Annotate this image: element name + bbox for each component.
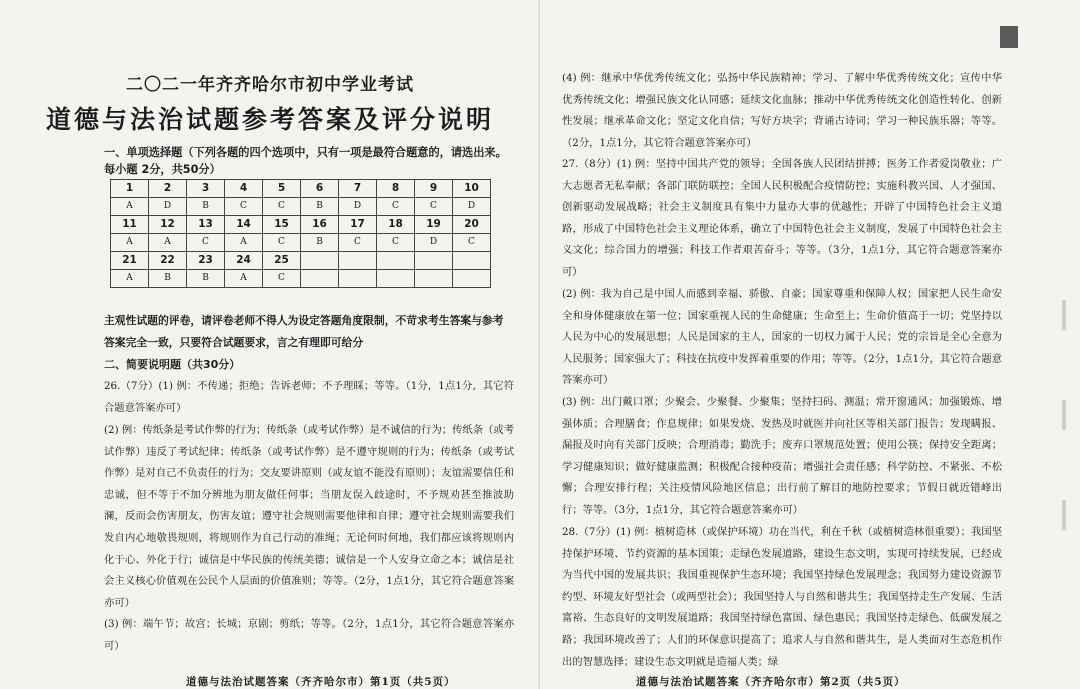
q27-part1: 27.（8分）(1) 例：坚持中国共产党的领导；全国各族人民团结拼搏；医务工作者爱岗敬业；广大志愿者无私奉献；各部门联防联控；全国人民积极配合疫情防控；实施科教兴国、人才强国、创新驱动发展战略；社会主义制度具有集中力量办大事的优越性；开辟了中国特色社会主义道路，形成了中国特色社会主义理论体系，确立了中国特色社会主义制度，发展了中国特色社会主义文化；综合国力的增强；科技工作者艰苦奋斗；等等。（3分，1点1分，其它符合题意答案亦可）: [562, 158, 1002, 278]
table-cell: 2: [149, 180, 187, 198]
table-cell: [301, 252, 339, 270]
q27-part2: (2) 例：我为自己是中国人而感到幸福、骄傲、自豪；国家尊重和保障人权；国家把人民生命安全和身体健康放在第一位；国家重视人民的生命健康；生命至上；生命价值高于一切；党坚持以人民为中心的发展思想；人民是国家的主人，国家的一切权力属于人民；党的宗旨是全心全意为人民服务；国家强大了；科技在抗疫中发挥着重要的作用；等等。（2分，1点1分，其它符合题意答案亦可）: [562, 288, 1002, 387]
q27-part3: (3) 例：出门戴口罩；少聚会、少聚餐、少聚集；坚持扫码、测温；常开窗通风；加强锻炼、增强体质；合理膳食；作息规律；如果发烧、发热及时就医并向社区等相关部门报告；发现瞒报、漏报及时向有关部门反映；合理消毒；勤洗手；废弃口罩规范处置；使用公筷；保持安全距离；学习健康知识；做好健康监测；积极配合接种疫苗；增强社会责任感；科学防控、不紧张、不松懈；合理安排行程；关注疫情风险地区信息；出行前了解目的地防控要求；节假日就近错峰出行；等等。（3分，1点1分，其它符合题意答案亦可）: [562, 396, 1002, 516]
table-cell: 8: [377, 180, 415, 198]
table-cell: D: [339, 198, 377, 216]
table-cell: 22: [149, 252, 187, 270]
table-cell: [339, 270, 377, 288]
q26-part4: (4) 例：继承中华优秀传统文化；弘扬中华民族精神；学习、了解中华优秀传统文化；宣传中华优秀传统文化；增强民族文化认同感；延续文化血脉；推动中华优秀传统文化创造性转化、创新性发展；继承革命文化；坚定文化自信；写好方块字；背诵古诗词；学习一种民族乐器；等等。（2分，1点1分，其它符合题意答案亦可）: [562, 72, 1002, 149]
answer-letter-row: [111, 234, 491, 252]
table-cell: 17: [339, 216, 377, 234]
table-cell: D: [453, 198, 491, 216]
table-cell: C: [187, 234, 225, 252]
answer-letter-row: [111, 198, 491, 216]
table-cell: C: [377, 234, 415, 252]
table-cell: [377, 270, 415, 288]
table-cell: 11: [111, 216, 149, 234]
table-cell: 12: [149, 216, 187, 234]
table-cell: B: [149, 270, 187, 288]
q26-part3: (3) 例：端午节；故宫；长城；京剧；剪纸；等等。（2分，1点1分，其它符合题意答案亦可）: [104, 618, 514, 652]
answer-page-2: [540, 0, 1080, 689]
q28-part1: 28.（7分）(1) 例：植树造林（或保护环境）功在当代，利在千秋（或植树造林很重要）；我国坚持保护环境、节约资源的基本国策；走绿色发展道路，建设生态文明，实现可持续发展，已经成为当代中国的发展共识；我国重视保护生态环境；我国坚持绿色发展理念；我国努力建设资源节约型、环境友好型社会（或两型社会）；我国坚持人与自然和谐共生；我国坚持走生产发展、生活富裕、生态良好的文明发展道路；我国坚持绿色富国、绿色惠民；我国坚持走绿色、低碳发展之路；我国环境改善了；人们的环保意识提高了；追求人与自然和谐共生，是人类面对生态危机作出的智慧选择；建设生态文明就是造福人类；绿: [562, 526, 1002, 668]
table-cell: B: [301, 198, 339, 216]
table-cell: A: [111, 270, 149, 288]
table-cell: A: [225, 270, 263, 288]
table-cell: [415, 252, 453, 270]
table-cell: [301, 270, 339, 288]
table-cell: C: [263, 198, 301, 216]
table-cell: A: [225, 234, 263, 252]
question-number-row: [111, 180, 491, 198]
grading-note: 主观性试题的评卷，请评卷老师不得人为设定答题角度限制，不苛求考生答案与参考答案完全一致，只要符合试题要求，言之有理即可给分: [104, 314, 504, 349]
table-cell: C: [263, 270, 301, 288]
table-cell: [453, 252, 491, 270]
table-cell: D: [415, 234, 453, 252]
answer-letter-row: [111, 270, 491, 288]
table-cell: 7: [339, 180, 377, 198]
table-cell: C: [453, 234, 491, 252]
question-number-row: [111, 252, 491, 270]
table-cell: A: [111, 198, 149, 216]
table-cell: A: [111, 234, 149, 252]
table-cell: 18: [377, 216, 415, 234]
section-1-heading: 一、单项选择题（下列各题的四个选项中，只有一项是最符合题意的，请选出来。每小题 2分，共50分）: [104, 146, 507, 176]
table-cell: B: [187, 270, 225, 288]
section-2-heading: 二、简要说明题（共30分）: [104, 358, 241, 371]
table-cell: C: [377, 198, 415, 216]
table-cell: 19: [415, 216, 453, 234]
table-cell: 3: [187, 180, 225, 198]
table-cell: 9: [415, 180, 453, 198]
table-cell: [415, 270, 453, 288]
table-cell: 23: [187, 252, 225, 270]
table-cell: C: [415, 198, 453, 216]
exam-title: 二〇二一年齐齐哈尔市初中学业考试: [126, 75, 414, 95]
table-cell: B: [187, 198, 225, 216]
table-cell: D: [149, 198, 187, 216]
table-cell: 1: [111, 180, 149, 198]
question-number-row: [111, 216, 491, 234]
table-cell: A: [149, 234, 187, 252]
table-cell: 25: [263, 252, 301, 270]
table-cell: C: [263, 234, 301, 252]
table-cell: B: [301, 234, 339, 252]
table-cell: 6: [301, 180, 339, 198]
table-cell: 14: [225, 216, 263, 234]
table-cell: 10: [453, 180, 491, 198]
table-cell: 24: [225, 252, 263, 270]
table-cell: 16: [301, 216, 339, 234]
page-2-footer: 道德与法治试题答案（齐齐哈尔市）第2页（共5页）: [636, 676, 906, 688]
table-cell: 20: [453, 216, 491, 234]
table-cell: 21: [111, 252, 149, 270]
table-cell: 15: [263, 216, 301, 234]
table-cell: [339, 252, 377, 270]
document-title: 道德与法治试题参考答案及评分说明: [45, 105, 494, 134]
answer-key-table: [110, 179, 491, 288]
page-1-footer: 道德与法治试题答案（齐齐哈尔市）第1页（共5页）: [186, 676, 456, 688]
q26-part2: (2) 例：传纸条是考试作弊的行为；传纸条（或考试作弊）是不诚信的行为；传纸条（或考试作弊）违反了考试纪律；传纸条（或考试作弊）是不遵守规则的行为；传纸条（或考试作弊）是对自己不负责任的行为；交友要讲原则（或友谊不能没有原则）；友谊需要信任和忠诚，但不等于不加分辨地为朋友做任何事；当朋友误入歧途时，不予规劝甚至推波助澜，反而会伤害朋友，伤害友谊；遵守社会规则需要他律和自律；遵守社会规则需要我们发自内心地敬畏规则，将规则作为自己行动的准绳；无论何时何地，我们都应该将规则内化于心、外化于行；诚信是中华民族的传统美德；诚信是一个人安身立命之本；诚信是社会主义核心价值观在公民个人层面的价值准则；等等。（2分，1点1分，其它符合题意答案亦可）: [104, 424, 514, 609]
table-cell: C: [225, 198, 263, 216]
table-cell: 5: [263, 180, 301, 198]
q26-part1: 26.（7分）(1) 例：不传递；拒绝；告诉老师；不予理睬；等等。（1分，1点1分，其它符合题意答案亦可）: [104, 380, 514, 414]
table-cell: C: [339, 234, 377, 252]
table-cell: 4: [225, 180, 263, 198]
table-cell: [453, 270, 491, 288]
table-cell: 13: [187, 216, 225, 234]
table-cell: [377, 252, 415, 270]
